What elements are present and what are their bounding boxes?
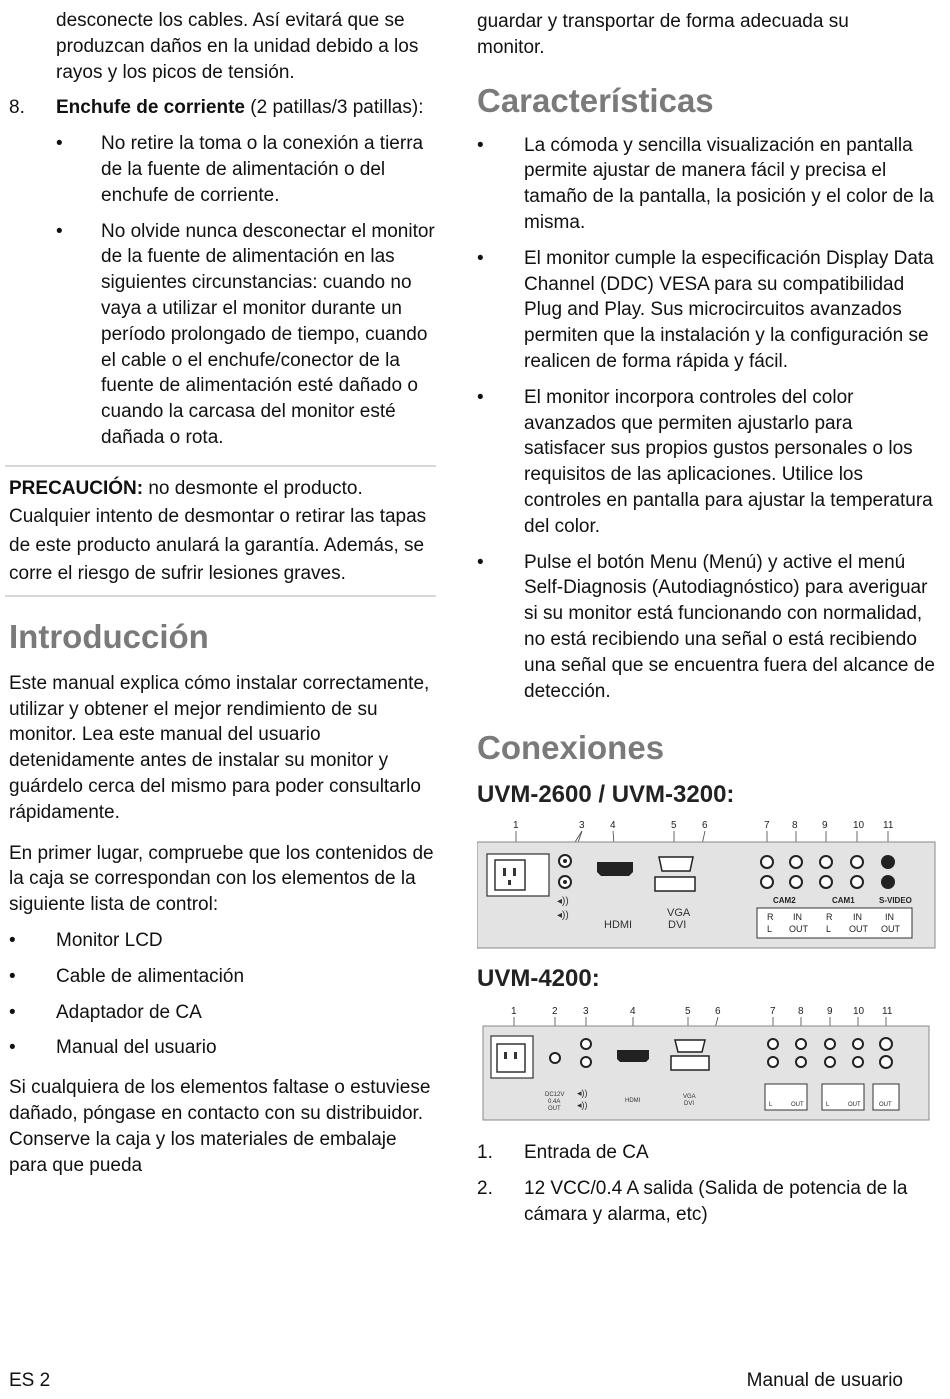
svg-text:R: R bbox=[767, 912, 774, 923]
feature-item: • El monitor incorpora controles del color avanzados que permiten ajustarlo para satisfacer sus propios gustos personales o los requisitos de las aplicaciones. Utilice los controles en pantalla para ajustar la temperatura del color. bbox=[477, 386, 933, 537]
intro-paragraph: Este manual explica cómo instalar correctamente, utilizar y obtener el mejor rendimiento de su monitor. Lea este manual del usuario detenidamente antes de instalar su monitor y guárdelo cerca del mismo para poder consultarlo rápidamente. bbox=[9, 672, 430, 823]
svg-text:OUT: OUT bbox=[791, 1102, 804, 1109]
right-column bbox=[477, 0, 937, 1228]
checklist-item: • Manual del usuario bbox=[9, 1037, 217, 1059]
feature-item: • El monitor cumple la especificación Display Data Channel (DDC) VESA para su compatibilidad Plug and Play. Sus microcircuitos avanzados permiten que la instalación y la configuración se realicen de forma rápida y fácil. bbox=[477, 247, 934, 372]
rca-jack-icon bbox=[851, 876, 863, 888]
svg-text:R: R bbox=[826, 912, 833, 923]
audio-jack-icon bbox=[581, 1057, 591, 1067]
port-number: 9 bbox=[822, 820, 828, 832]
checklist-item: • Monitor LCD bbox=[9, 929, 163, 951]
rca-jack-icon bbox=[790, 876, 802, 888]
svg-text:OUT: OUT bbox=[789, 924, 808, 935]
caution-box: PRECAUCIÓN: no desmonte el producto. Cualquier intento de desmontar o retirar las tapas de este producto anulará la garantía. Además, se corre el riesgo de sufrir lesiones graves. bbox=[9, 477, 427, 585]
svg-text:◂)): ◂)) bbox=[557, 896, 569, 908]
port-number: 4 bbox=[610, 820, 616, 832]
svg-text:IN: IN bbox=[885, 912, 894, 923]
model-heading: UVM-2600 / UVM-3200: bbox=[477, 781, 735, 809]
rca-jack-icon bbox=[853, 1039, 863, 1049]
svg-text:DVI: DVI bbox=[684, 1101, 695, 1108]
svg-text:S-VIDEO: S-VIDEO bbox=[879, 896, 912, 906]
svg-text:HDMI: HDMI bbox=[604, 919, 633, 932]
svg-text:OUT: OUT bbox=[848, 1102, 861, 1109]
footer-page-number: ES 2 bbox=[9, 1370, 51, 1391]
rca-jack-icon bbox=[820, 876, 832, 888]
left-column bbox=[9, 0, 436, 1178]
svg-text:VGA: VGA bbox=[683, 1094, 696, 1101]
rca-jack-icon bbox=[853, 1057, 863, 1067]
port-number: 9 bbox=[827, 1006, 833, 1018]
vga-port-icon bbox=[659, 857, 693, 871]
port-number: 4 bbox=[630, 1006, 636, 1018]
port-number: 10 bbox=[853, 820, 865, 832]
rca-jack-icon bbox=[761, 856, 773, 868]
intro-paragraph: Si cualquiera de los elementos faltase o estuviese dañado, póngase en contacto con su distribuidor. Conserve la caja y los materiales de embalaje para que pueda bbox=[9, 1077, 431, 1176]
rca-jack-icon bbox=[768, 1057, 778, 1067]
svg-text:CAM1: CAM1 bbox=[832, 896, 855, 906]
svg-text:L: L bbox=[826, 1102, 830, 1109]
list-item-8: 8. Enchufe de corriente (2 patillas/3 patillas): bbox=[9, 97, 424, 119]
svideo-port-icon bbox=[881, 855, 895, 869]
port-list-item: 1. Entrada de CA bbox=[477, 1142, 649, 1164]
svg-text:OUT: OUT bbox=[881, 924, 900, 935]
svg-text:L: L bbox=[769, 1102, 773, 1109]
checklist-item: • Adaptador de CA bbox=[9, 1001, 202, 1023]
svg-text:0.4A: 0.4A bbox=[548, 1099, 561, 1106]
port-number: 3 bbox=[583, 1006, 589, 1018]
rear-panel-diagram-uvm-2600 bbox=[477, 820, 937, 952]
svg-text:IN: IN bbox=[793, 912, 802, 923]
intro-paragraph: En primer lugar, compruebe que los contenidos de la caja se correspondan con los elementos de la siguiente lista de control: bbox=[9, 842, 434, 916]
port-number: 11 bbox=[882, 1006, 893, 1018]
rca-jack-icon bbox=[790, 856, 802, 868]
svg-text:L: L bbox=[826, 924, 832, 935]
dvi-port-icon bbox=[671, 1056, 709, 1070]
svg-text:OUT: OUT bbox=[849, 924, 868, 935]
svg-text:DC12V: DC12V bbox=[545, 1092, 565, 1099]
port-number: 6 bbox=[702, 820, 708, 832]
svg-text:VGA: VGA bbox=[667, 907, 691, 920]
port-number: 1 bbox=[513, 820, 519, 832]
list-item: • No olvide nunca desconectar el monitor de la fuente de alimentación en las siguientes circunstancias: cuando no vaya a utilizar el monitor durante un período prolongado de tiempo, cuando el cable o el enchufe/conector de la fuente de alimentación esté dañado o cuando la carcasa del monitor esté dañada o rota. bbox=[56, 220, 435, 448]
dc-out-jack-icon bbox=[550, 1053, 560, 1063]
feature-item: • La cómoda y sencilla visualización en pantalla permite ajustar de manera fácil y precisa el tamaño de la pantalla, la posición y el color de la misma. bbox=[477, 134, 934, 233]
port-number: 5 bbox=[671, 820, 677, 832]
svg-text:◂)): ◂)) bbox=[577, 1088, 588, 1099]
continued-paragraph: guardar y transportar de forma adecuada su monitor. bbox=[477, 11, 849, 58]
port-number: 10 bbox=[853, 1006, 865, 1018]
rca-jack-icon bbox=[768, 1039, 778, 1049]
port-number: 8 bbox=[798, 1006, 804, 1018]
rca-jack-icon bbox=[825, 1039, 835, 1049]
svg-text:◂)): ◂)) bbox=[557, 910, 569, 922]
port-number: 8 bbox=[792, 820, 798, 832]
port-list-item: 2. 12 VCC/0.4 A salida (Salida de potencia de la cámara y alarma, etc) bbox=[477, 1178, 908, 1225]
svg-text:OUT: OUT bbox=[548, 1106, 561, 1113]
rear-panel-diagram-uvm-4200 bbox=[477, 1006, 937, 1122]
section-heading-conexiones: Conexiones bbox=[477, 729, 665, 767]
rca-jack-icon bbox=[825, 1057, 835, 1067]
rca-jack-icon bbox=[796, 1057, 806, 1067]
checklist-item: • Cable de alimentación bbox=[9, 965, 245, 987]
footer-manual-title: Manual de usuario bbox=[746, 1370, 903, 1391]
svg-text:IN: IN bbox=[853, 912, 862, 923]
rca-jack-icon bbox=[761, 876, 773, 888]
port-number: 7 bbox=[770, 1006, 776, 1018]
audio-jack-icon bbox=[581, 1039, 591, 1049]
port-number: 5 bbox=[685, 1006, 691, 1018]
svideo-port-icon bbox=[880, 1038, 892, 1050]
rca-jack-icon bbox=[796, 1039, 806, 1049]
divider bbox=[5, 595, 436, 597]
rca-jack-icon bbox=[820, 856, 832, 868]
section-heading-caracteristicas: Características bbox=[477, 81, 714, 119]
dvi-port-icon bbox=[655, 877, 695, 891]
svg-text:CAM2: CAM2 bbox=[773, 896, 796, 906]
list-item: • No retire la toma o la conexión a tierra de la fuente de alimentación o del enchufe de corriente. bbox=[56, 133, 424, 206]
port-number: 7 bbox=[764, 820, 770, 832]
rca-jack-icon bbox=[851, 856, 863, 868]
svideo-port-icon bbox=[880, 1056, 892, 1068]
svg-text:L: L bbox=[767, 924, 773, 935]
hdmi-port-icon bbox=[617, 1050, 649, 1062]
port-number: 3 bbox=[579, 820, 585, 832]
svg-text:DVI: DVI bbox=[668, 919, 687, 932]
vga-port-icon bbox=[675, 1040, 705, 1052]
hdmi-port-icon bbox=[597, 862, 633, 876]
continued-paragraph: desconecte los cables. Así evitará que se produzcan daños en la unidad debido a los rayos y los picos de tensión. bbox=[56, 10, 419, 83]
port-number: 11 bbox=[883, 820, 894, 832]
port-number: 6 bbox=[715, 1006, 721, 1018]
svideo-port-icon bbox=[881, 875, 895, 889]
port-number: 2 bbox=[552, 1006, 558, 1018]
section-heading-introduccion: Introducción bbox=[9, 617, 209, 655]
svg-text:OUT: OUT bbox=[879, 1102, 892, 1109]
port-number: 1 bbox=[511, 1006, 517, 1018]
divider bbox=[5, 465, 436, 467]
svg-text:◂)): ◂)) bbox=[577, 1100, 588, 1111]
svg-text:HDMI: HDMI bbox=[625, 1098, 641, 1105]
feature-item: • Pulse el botón Menu (Menú) y active el menú Self-Diagnosis (Autodiagnóstico) para averiguar si su monitor está funcionando con normalidad, no está recibiendo una señal o está recibiendo una señal que se encuentra fuera del alcance de detección. bbox=[477, 551, 935, 702]
model-heading: UVM-4200: bbox=[477, 965, 600, 993]
